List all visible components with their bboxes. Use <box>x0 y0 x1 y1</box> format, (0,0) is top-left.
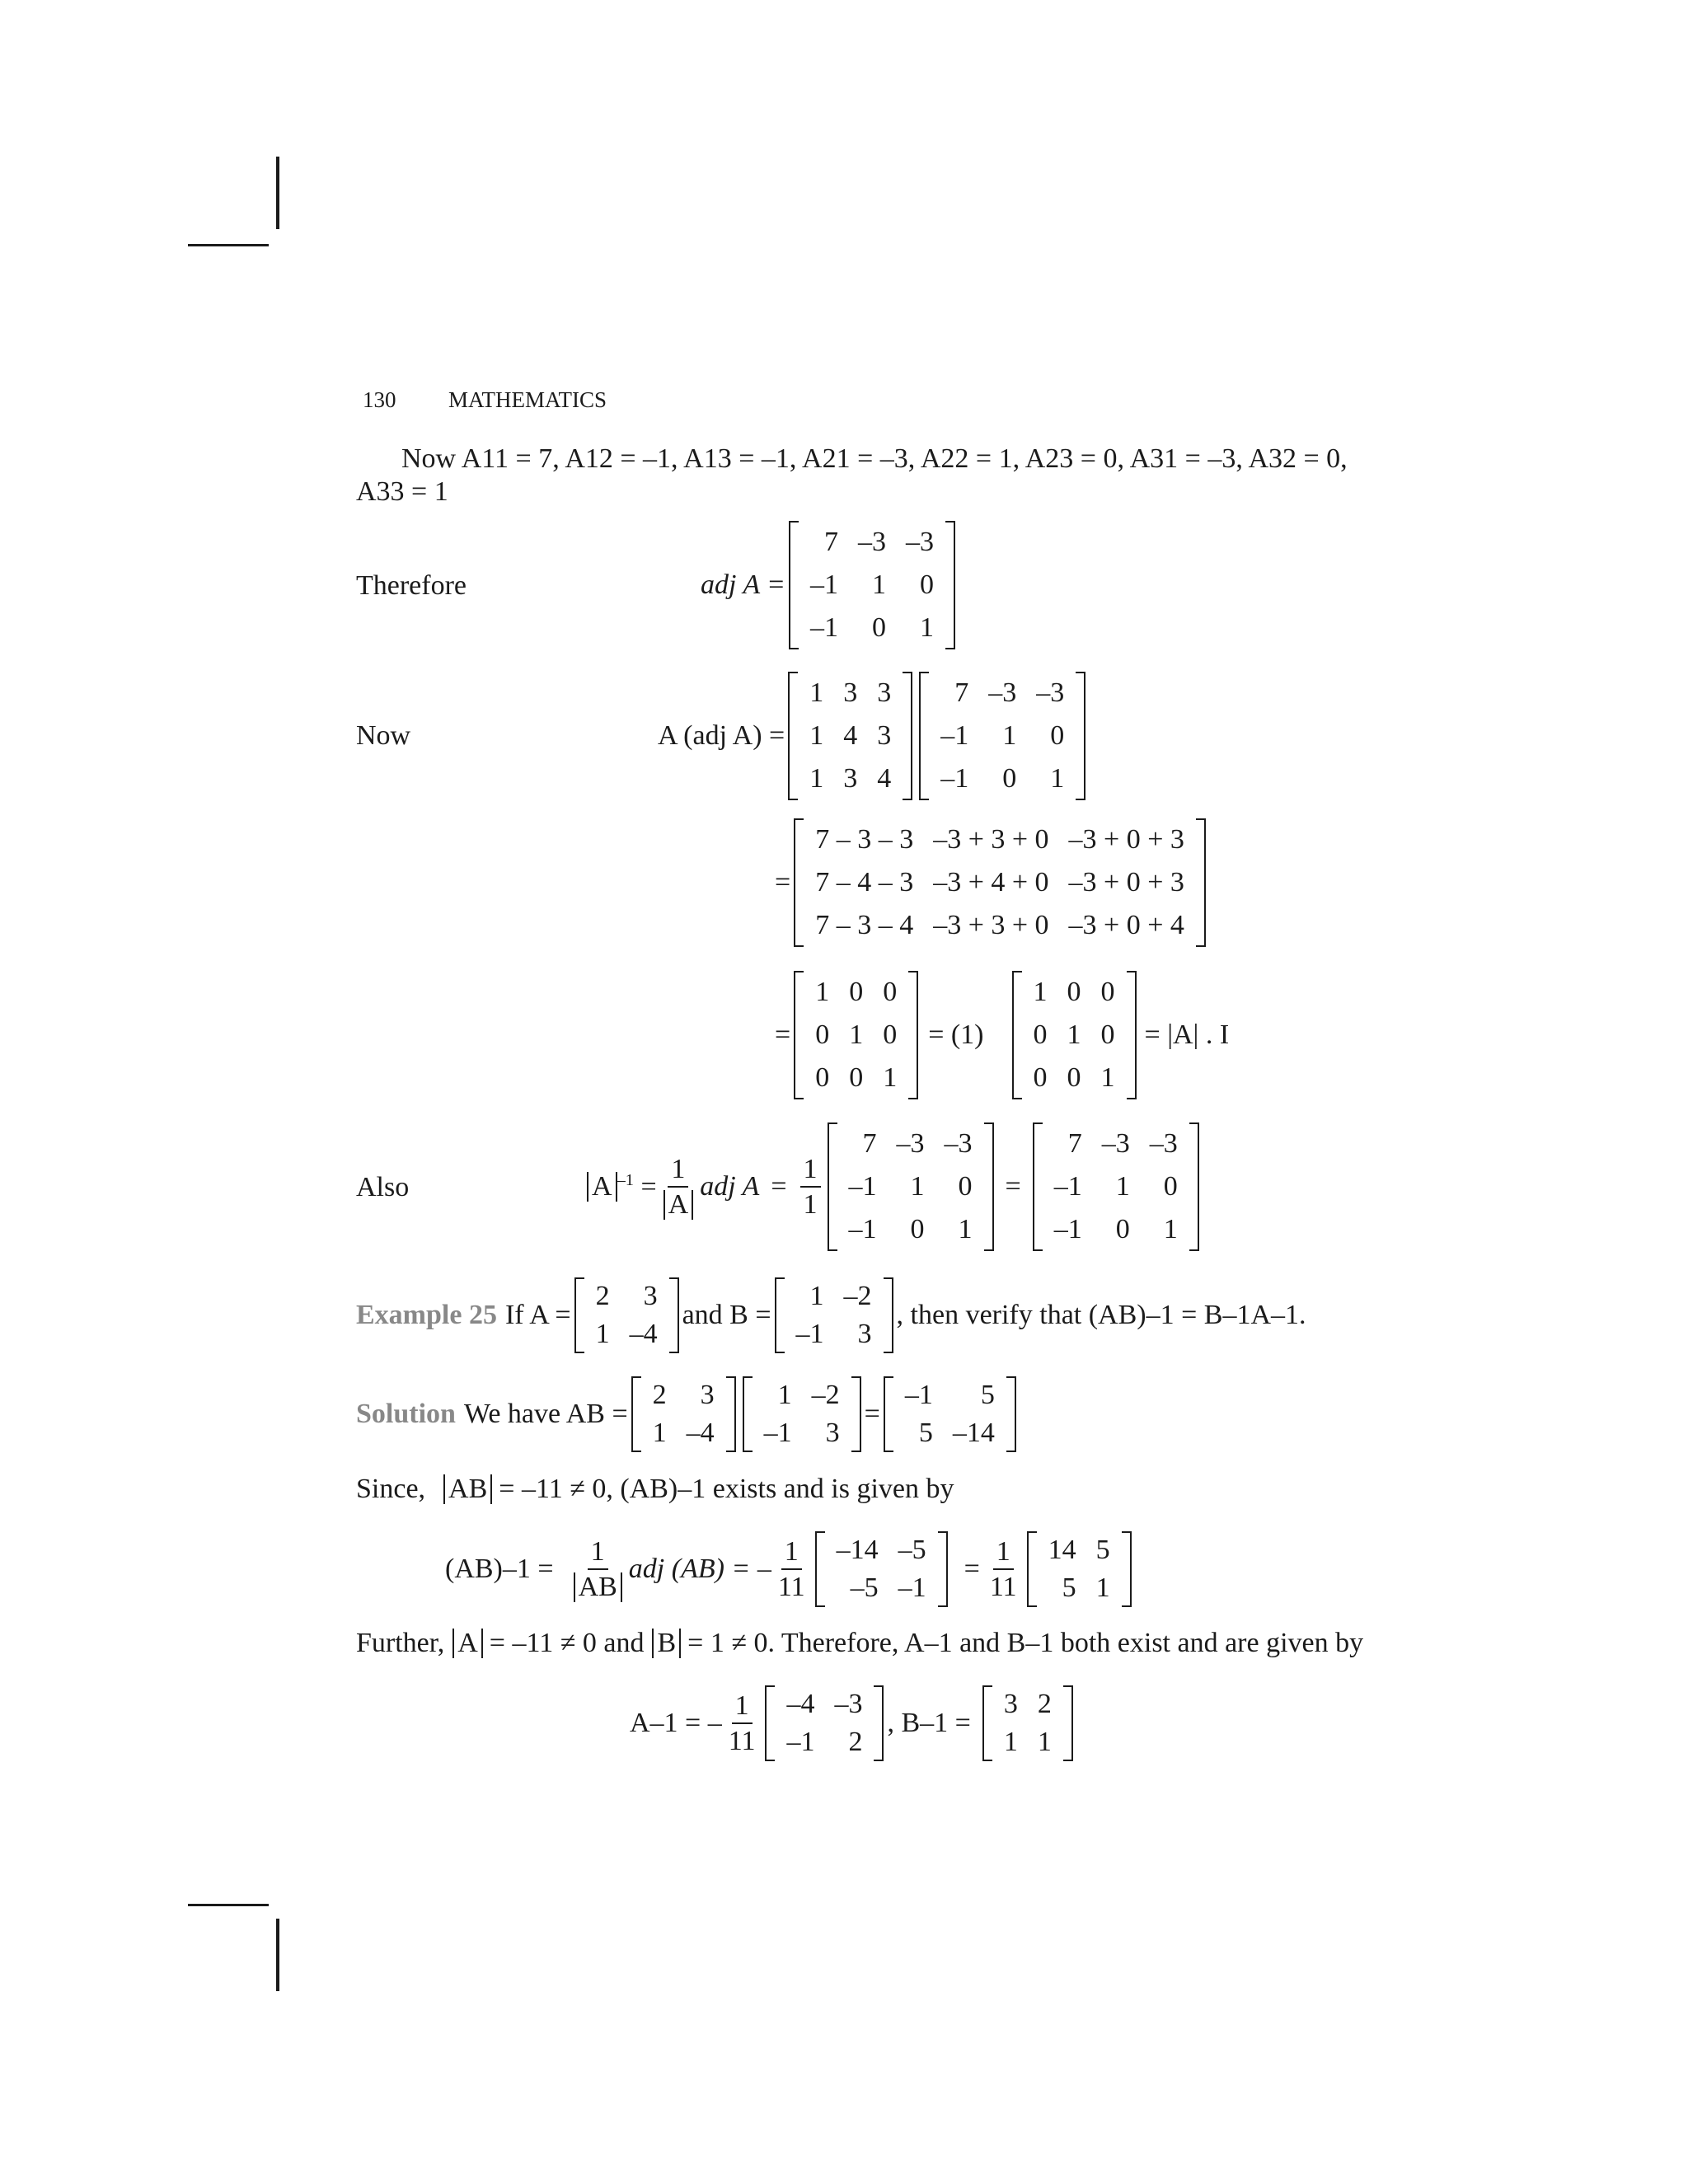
matrix-cell: 3 <box>877 677 892 708</box>
matrix-cell: 1 <box>1095 1572 1110 1603</box>
matrix-cell: 1 <box>1115 1171 1130 1202</box>
fraction-one-over-det-ab <box>570 1536 626 1603</box>
matrix-cell: 3 <box>825 1418 840 1448</box>
matrix-cell: –2 <box>843 1281 872 1311</box>
inverse-ab-lhs: (AB)–1 = <box>445 1554 554 1584</box>
matrix-cell: –5 <box>850 1572 879 1603</box>
matrix-cell: 1 <box>1100 1062 1115 1093</box>
matrix-cell: –14 <box>952 1418 995 1448</box>
page-number: 130 <box>363 387 396 412</box>
also-label: Also <box>356 1172 410 1202</box>
matrix-cell: 0 <box>1033 1062 1048 1093</box>
solution-matrix-a <box>631 1376 736 1452</box>
det-ab: AB <box>443 1474 492 1504</box>
matrix-cell: 0 <box>871 612 886 643</box>
matrix-cell: –1 <box>763 1418 792 1448</box>
matrix-cell: –1 <box>898 1572 926 1603</box>
matrix-cell: 3 <box>1003 1689 1018 1719</box>
matrix-cell: –1 <box>904 1380 933 1410</box>
det-a: A <box>663 1190 694 1220</box>
matrix-cell: –1 <box>940 720 969 751</box>
matrix-cell: 1 <box>849 1019 864 1050</box>
matrix-cell: 0 <box>1050 720 1065 751</box>
numerator: 1 <box>800 1154 821 1188</box>
matrix-cell: 3 <box>857 1319 872 1349</box>
numerator: 1 <box>668 1154 688 1188</box>
further-line <box>356 1628 1363 1659</box>
matrix-cell: 1 <box>919 612 934 643</box>
denominator <box>570 1570 626 1602</box>
matrix-cell: –1 <box>786 1727 815 1757</box>
matrix-cell: 3 <box>843 763 858 794</box>
inverse-a-equation <box>587 1122 1203 1251</box>
fraction-one-over-det-a <box>660 1154 697 1221</box>
matrix-cell: –3 <box>988 677 1017 708</box>
matrix-cell: 0 <box>1002 763 1017 794</box>
scalar-one: = (1) <box>928 1019 984 1050</box>
adj-a-equation <box>701 521 959 649</box>
matrix-cell: 1 <box>871 569 886 600</box>
matrix-cell: 2 <box>652 1380 667 1410</box>
adj-a-matrix-also <box>828 1122 994 1251</box>
adj-a-matrix <box>789 521 955 649</box>
matrix-cell: 0 <box>815 1062 830 1093</box>
matrix-cell: 4 <box>877 763 892 794</box>
therefore-label: Therefore <box>356 570 467 601</box>
expanded-product <box>775 818 1209 947</box>
matrix-cell: 5 <box>918 1418 933 1448</box>
if-a-text: If A = <box>504 1300 571 1330</box>
inverse-ab-matrix <box>1027 1531 1132 1607</box>
matrix-cell: 3 <box>877 720 892 751</box>
denominator <box>660 1188 697 1220</box>
solution-line <box>356 1376 1020 1452</box>
verify-text: , then verify that (AB)–1 = B–1A–1. <box>896 1300 1306 1330</box>
example-label: Example 25 <box>356 1300 497 1330</box>
matrix-cell: –3 + 3 + 0 <box>933 824 1049 855</box>
exponent: –1 <box>617 1170 634 1189</box>
matrix-cell: 0 <box>1163 1171 1178 1202</box>
matrix-cell: 1 <box>1003 1727 1018 1757</box>
det-ab: AB <box>574 1572 622 1602</box>
numerator: 1 <box>732 1690 753 1724</box>
matrix-cell: 1 <box>1037 1727 1052 1757</box>
equals-sign: = <box>964 1554 980 1584</box>
matrix-cell: 0 <box>1115 1214 1130 1244</box>
equals-sign: = <box>1005 1171 1021 1202</box>
matrix-cell: 1 <box>809 677 824 708</box>
matrix-cell: –3 <box>1101 1128 1130 1159</box>
matrix-cell: 0 <box>958 1171 973 1202</box>
adj-a-lhs: adj A = <box>701 569 785 600</box>
matrix-cell: –1 <box>809 569 838 600</box>
matrix-cell: 0 <box>815 1019 830 1050</box>
solution-matrix-ab <box>884 1376 1016 1452</box>
matrix-cell: 1 <box>883 1062 898 1093</box>
matrix-a <box>788 672 912 800</box>
identity-line <box>775 971 1229 1099</box>
a-inverse-lhs: A–1 = – <box>630 1708 722 1738</box>
matrix-cell: 7 <box>862 1128 877 1159</box>
matrix-cell: 0 <box>1067 1062 1081 1093</box>
matrix-cell: 0 <box>1033 1019 1048 1050</box>
matrix-cell: –4 <box>629 1319 658 1349</box>
matrix-cell: 3 <box>700 1380 715 1410</box>
matrix-cell: 1 <box>809 720 824 751</box>
further-tail: = 1 ≠ 0. Therefore, A–1 and B–1 both exist and are given by <box>687 1628 1364 1658</box>
matrix-cell: –3 + 0 + 3 <box>1068 824 1184 855</box>
adj-a-matrix-factor <box>919 672 1085 800</box>
matrix-cell: –3 + 3 + 0 <box>933 910 1049 940</box>
matrix-cell: 1 <box>1033 977 1048 1007</box>
matrix-cell: 5 <box>1062 1572 1076 1603</box>
fraction-one-over-eleven <box>775 1536 809 1603</box>
further-mid: = –11 ≠ 0 and <box>489 1628 645 1658</box>
numerator: 1 <box>993 1536 1014 1570</box>
scalar-fraction <box>800 1154 821 1221</box>
matrix-cell: 2 <box>1037 1689 1052 1719</box>
inverse-a-matrix <box>1033 1122 1199 1251</box>
example-matrix-b <box>775 1277 893 1353</box>
adj-a: adj A <box>700 1171 760 1202</box>
det-a-inverse: A $^{-1}$ = <box>587 1171 657 1202</box>
identity-matrix-2 <box>1012 971 1137 1099</box>
solution-text: We have AB = <box>463 1399 628 1429</box>
and-b-text: and B = <box>682 1300 771 1330</box>
expanded-matrix <box>794 818 1206 947</box>
matrix-cell: 1 <box>815 977 830 1007</box>
matrix-cell: 0 <box>849 977 864 1007</box>
matrix-cell: –2 <box>811 1380 840 1410</box>
matrix-cell: 7 <box>1067 1128 1082 1159</box>
example-matrix-a <box>574 1277 679 1353</box>
numerator: 1 <box>781 1536 802 1570</box>
matrix-cell: 7 – 4 – 3 <box>815 867 914 898</box>
matrix-cell: 2 <box>595 1281 610 1311</box>
matrix-cell: 5 <box>980 1380 995 1410</box>
matrix-cell: 2 <box>848 1727 863 1757</box>
adj-ab-matrix <box>815 1531 948 1607</box>
fraction-one-over-eleven-2 <box>987 1536 1020 1603</box>
a-inverse-matrix <box>765 1685 884 1761</box>
matrix-cell: 1 <box>910 1171 925 1202</box>
matrix-cell: 1 <box>958 1214 973 1244</box>
denominator: 11 <box>777 1572 805 1602</box>
det-b: B <box>652 1629 681 1658</box>
matrix-cell: –5 <box>898 1535 926 1565</box>
matrix-cell: –3 <box>905 527 934 557</box>
matrix-cell: 0 <box>849 1062 864 1093</box>
matrix-cell: –3 <box>857 527 886 557</box>
matrix-cell: 0 <box>919 569 934 600</box>
matrix-cell: 1 <box>777 1380 792 1410</box>
matrix-cell: 7 <box>823 527 838 557</box>
b-inverse-lhs: , B–1 = <box>887 1708 971 1738</box>
inverses-equation <box>630 1685 1076 1761</box>
matrix-cell: 1 <box>1067 1019 1081 1050</box>
matrix-cell: 1 <box>809 763 824 794</box>
matrix-cell: 0 <box>883 1019 898 1050</box>
matrix-cell: –3 <box>944 1128 973 1159</box>
matrix-cell: 7 – 3 – 4 <box>815 910 914 940</box>
crop-mark-bottom-horizontal <box>188 1904 269 1906</box>
adj-ab-text: adj (AB) = – <box>628 1554 771 1584</box>
matrix-cell: –3 + 0 + 4 <box>1068 910 1184 940</box>
equals-sign: = <box>771 1171 787 1202</box>
equals-sign: = <box>864 1399 880 1429</box>
matrix-cell: 1 <box>1050 763 1065 794</box>
b-inverse-matrix <box>982 1685 1073 1761</box>
cofactors-line-2: A33 = 1 <box>356 476 448 507</box>
denominator: 11 <box>728 1726 756 1756</box>
det-a-identity: = |A| . I <box>1144 1019 1230 1050</box>
matrix-cell: 7 – 3 – 3 <box>815 824 914 855</box>
matrix-cell: –1 <box>1053 1214 1082 1244</box>
denominator: 11 <box>989 1572 1017 1602</box>
matrix-cell: –3 <box>1149 1128 1178 1159</box>
equals-sign: = <box>775 1019 791 1050</box>
matrix-cell: 1 <box>1163 1214 1178 1244</box>
matrix-cell: 1 <box>809 1281 824 1311</box>
inverse-ab-equation <box>445 1531 1135 1607</box>
running-title: MATHEMATICS <box>448 387 607 412</box>
solution-label: Solution <box>356 1399 456 1429</box>
matrix-cell: 5 <box>1095 1535 1110 1565</box>
matrix-cell: 0 <box>1100 977 1115 1007</box>
matrix-cell: –3 + 4 + 0 <box>933 867 1049 898</box>
crop-mark-top-vertical <box>276 157 279 229</box>
matrix-cell: 4 <box>843 720 858 751</box>
det-a: A <box>587 1172 617 1202</box>
matrix-cell: –3 <box>896 1128 925 1159</box>
matrix-cell: –1 <box>848 1171 877 1202</box>
matrix-cell: 0 <box>910 1214 925 1244</box>
matrix-cell: 0 <box>883 977 898 1007</box>
numerator: 1 <box>588 1536 608 1570</box>
a-adj-a-equation <box>658 672 1089 800</box>
matrix-cell: –1 <box>848 1214 877 1244</box>
equals-sign: = <box>775 867 791 898</box>
matrix-cell: –3 + 0 + 3 <box>1068 867 1184 898</box>
now-label: Now <box>356 720 411 751</box>
cofactors-line-1: Now A11 = 7, A12 = –1, A13 = –1, A21 = –3, A22 = 1, A23 = 0, A31 = –3, A32 = 0, <box>401 443 1348 474</box>
further-label: Further, <box>356 1628 445 1658</box>
matrix-cell: 1 <box>1002 720 1017 751</box>
matrix-cell: –3 <box>834 1689 863 1719</box>
matrix-cell: 7 <box>954 677 969 708</box>
matrix-cell: 1 <box>595 1319 610 1349</box>
solution-matrix-b <box>743 1376 861 1452</box>
matrix-cell: 3 <box>643 1281 658 1311</box>
matrix-cell: –14 <box>836 1535 879 1565</box>
matrix-cell: –4 <box>686 1418 715 1448</box>
identity-matrix <box>794 971 918 1099</box>
matrix-cell: 0 <box>1100 1019 1115 1050</box>
matrix-cell: –1 <box>940 763 969 794</box>
a-adj-a-lhs: A (adj A) = <box>658 720 785 751</box>
matrix-cell: 3 <box>843 677 858 708</box>
matrix-cell: –4 <box>786 1689 815 1719</box>
crop-mark-top-horizontal <box>188 244 269 246</box>
since-text: = –11 ≠ 0, (AB)–1 exists and is given by <box>499 1474 954 1504</box>
det-a: A <box>452 1629 483 1658</box>
fraction-one-over-eleven <box>725 1690 759 1757</box>
since-line <box>356 1474 954 1505</box>
matrix-cell: 0 <box>1067 977 1081 1007</box>
matrix-cell: 1 <box>652 1418 667 1448</box>
matrix-cell: –1 <box>809 612 838 643</box>
matrix-cell: –3 <box>1036 677 1065 708</box>
matrix-cell: 14 <box>1048 1535 1076 1565</box>
example-25 <box>356 1277 1306 1353</box>
crop-mark-bottom-vertical <box>276 1919 279 1991</box>
since-label: Since, <box>356 1474 426 1504</box>
denominator: 1 <box>803 1189 818 1220</box>
matrix-cell: –1 <box>795 1319 824 1349</box>
matrix-cell: –1 <box>1053 1171 1082 1202</box>
